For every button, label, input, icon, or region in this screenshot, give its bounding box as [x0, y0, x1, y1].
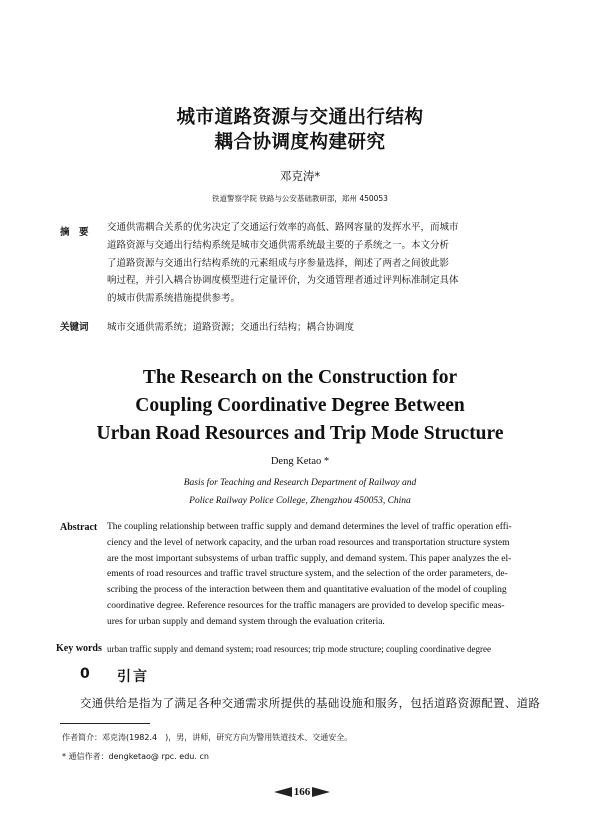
- en-author: Deng Ketao *: [270, 456, 330, 467]
- cn-title-line2: 耦合协调度构建研究: [214, 132, 386, 153]
- en-abstract-label: Abstract: [60, 522, 98, 533]
- intro-paragraph: 交通供给是指为了满足各种交通需求所提供的基础设施和服务，包括道路资源配置、道路: [80, 696, 541, 710]
- cn-keywords-label: 关键词: [60, 322, 89, 333]
- cn-title-line1: 城市道路资源与交通出行结构: [176, 107, 424, 128]
- cn-abstract: [107, 219, 543, 308]
- footnote-corresponding: * 通信作者：dengketao@ rpc. edu. cn: [62, 752, 209, 761]
- cn-affiliation: 铁道警察学院 铁路与公安基础教研部，郑州 450053: [212, 194, 388, 203]
- en-abstract-line: are the most important subsystems of urban traffic supply, and demand system. This paper analyzes the el-: [107, 553, 512, 564]
- cn-author: 邓克涛*: [279, 169, 321, 183]
- cn-abstract-line: 了道路资源与交通出行结构系统的元素组成与序参量选择，阐述了两者之间彼此影: [107, 257, 450, 269]
- en-abstract-line: ures for urban supply and demand system through the evaluation criteria.: [107, 616, 385, 627]
- en-abstract-line: The coupling relationship between traffic supply and demand determines the level of traffic operation effi-: [107, 522, 512, 532]
- en-affiliation-line2: Police Railway Police College, Zhengzhou 450053, China: [189, 496, 411, 506]
- cn-abstract-line: 响过程，并引入耦合协调度模型进行定量评价，为交通管理者通过评判标准制定具体: [107, 275, 459, 287]
- en-abstract-line: ciency and the level of network capacity, and the urban road resources and transportation structure system: [107, 537, 510, 548]
- cn-keywords: 城市交通供需系统；道路资源；交通出行结构；耦合协调度: [107, 322, 355, 333]
- en-keywords: urban traffic supply and demand system; road resources; trip mode structure; coupling coordinative degree: [107, 644, 491, 654]
- en-abstract-line: scribing the process of the interaction between them and quantitative evaluation of the model of coupling: [107, 585, 507, 596]
- en-title-line2: Coupling Coordinative Degree Between: [135, 395, 465, 416]
- cn-abstract-line: 交通供需耦合关系的优劣决定了交通运行效率的高低、路网容量的发挥水平，而城市: [107, 222, 459, 233]
- en-abstract-line: coordinative degree. Reference resources for the traffic managers are provided to develop specific meas-: [107, 600, 505, 611]
- en-title-line1: The Research on the Construction for: [142, 367, 458, 388]
- section-title: 引言: [117, 669, 149, 685]
- en-abstract-line: ements of road resources and traffic travel structure system, and the selection of the order parameters, de-: [107, 569, 508, 580]
- cn-abstract-line: 道路资源与交通出行结构系统是城市交通供需系统最主要的子系统之一。本文分析: [107, 239, 450, 251]
- cn-abstract-line: 的城市供需系统措施提供参考。: [107, 293, 241, 305]
- left-arrow-icon: [274, 787, 292, 797]
- page-number-value: 166: [293, 786, 311, 798]
- en-abstract: [107, 520, 543, 631]
- en-keywords-label: Key words: [56, 643, 102, 654]
- en-title-line3: Urban Road Resources and Trip Mode Structure: [96, 423, 504, 444]
- right-arrow-icon: [312, 787, 330, 797]
- footnote-rule: [60, 723, 150, 724]
- page-number: [258, 785, 346, 799]
- footnote-author-bio: 作者简介：邓克涛(1982.4 )，男，讲师，研究方向为警用铁道技术、交通安全。: [62, 733, 353, 742]
- en-affiliation-line1: Basis for Teaching and Research Department of Railway and: [183, 478, 417, 488]
- cn-abstract-label: 摘 要: [60, 227, 89, 238]
- section-number: 0: [80, 666, 90, 682]
